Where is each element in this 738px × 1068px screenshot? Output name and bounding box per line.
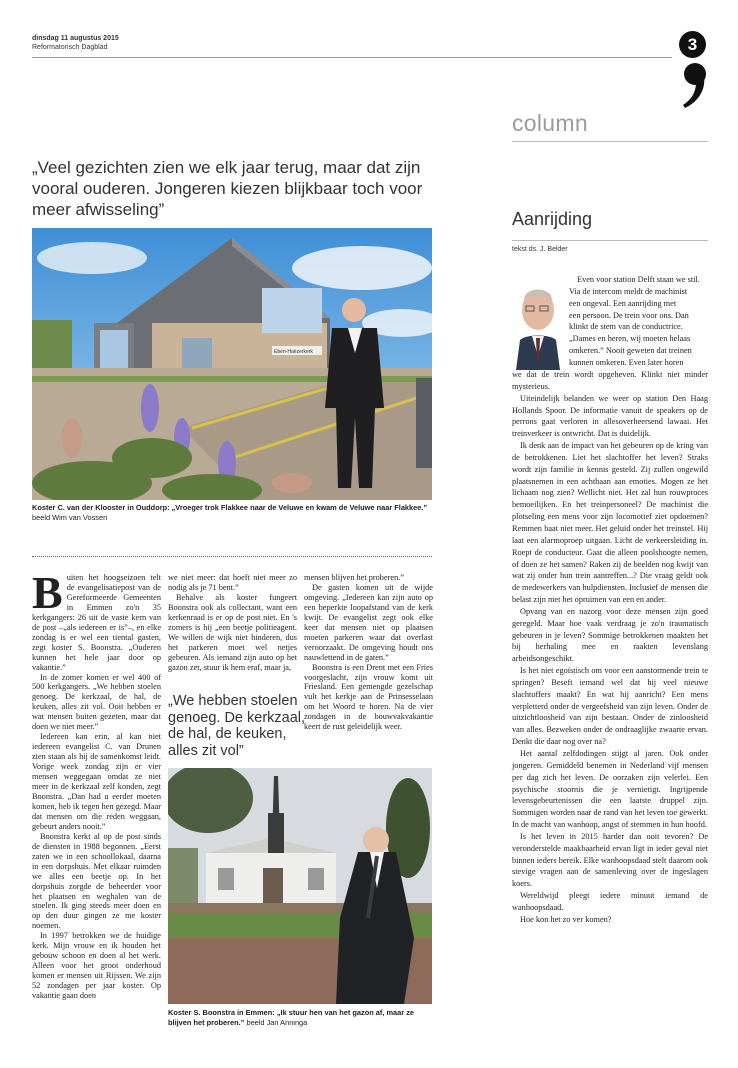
comma-icon (680, 62, 710, 110)
photo1-caption (32, 503, 432, 522)
column-paragraph: Ik denk aan de impact van het gebeuren op de kring van de betrokkenen. Liet het slachtoffer het leven? Straks wordt zijn familie in kennis gesteld. Zij zullen ongewild plaatsnemen in een achtbaan aan emoties. Mogen ze het lichaam nog zien? Wellicht niet. Het zal hun rouwproces bemoeilijken. En het treinpersoneel? De machinist die plotseling een mens voor zijn locomotief ziet opdoemen? Remmen baat niet meer. Het geluid onder het treinstel. Hij laat een alarmoproep uitgaan. Licht de verkeersleiding in. Roept de conducteur. Gaat die alleen poolshoogte nemen, of doen ze het samen? Raken zij de beelden nog kwijt van wat zij onder hun trein aantreffen...? Die vraag geldt ook de medewerkers van hulpdiensten. Inclusief de mensen die belast zijn met het opruimen van een en ander. (512, 441, 708, 605)
column-intro-line: klinkt de stem van de conductrice. (569, 322, 683, 332)
pull-quote-mid: „We hebben stoelen genoeg. De kerkzaal, de hal, de keuken, alles zit vol” (168, 693, 306, 759)
column-intro-line: „Dames en heren, wij moeten helaas (569, 334, 691, 344)
photo-church-ouddorp (32, 228, 432, 500)
photo2-caption-text: Koster S. Boonstra in Emmen: „Ik stuur hen van het gazon af, maar ze blijven het proberen.” (168, 1008, 414, 1027)
publication-name: Reformatorisch Dagblad (32, 44, 108, 51)
column-intro (569, 274, 709, 369)
article-paragraph: De gasten komen uit de wijde omgeving. „Iedereen kan zijn auto op een beperkte loopafstand van de kerk kwijt. De evangelist zegt ook elke keer dat mensen niet op plaatsen moeten parkeren waar dat overlast veroorzaakt. De omgeving houdt ons nauwlettend in de gaten.” (304, 582, 433, 662)
column-paragraph: Opvang van en nazorg voor deze mensen zijn goed geregeld. Maar hoe vaak verdraag je zo'n traumatisch gebeuren in je leven? Sommige betrokkenen maakten het bij herhaling mee en raakten levenslang arbeidsongeschikt. (512, 606, 708, 664)
photo2-caption (168, 1008, 432, 1027)
article-paragraph: uiten het hoogseizoen telt de evangelisatiepost van de Gereformeerde Gemeenten in Emmen zo'n 35 kerkgangers: 26 uit de vaste kern van de post –„als iedereen er is”–, en elke zondag is er wel een tiental gasten, zegt koster S. Boonstra. „Ouderen kunnen het hele jaar door op vakantie.” (32, 573, 161, 672)
article-paragraph: we niet meer: dat hoeft niet meer zo nodig als je 71 bent.” (168, 573, 297, 592)
column-body (512, 369, 708, 926)
column-paragraph: we dat de trein wordt opgeheven. Klinkt niet minder mysterieus. (512, 370, 708, 391)
pull-quote-top: „Veel gezichten zien we elk jaar terug, maar dat zijn vooral ouderen. Jongeren kiezen blijkbaar toch voor meer afwisseling” (32, 158, 423, 219)
photo-church-emmen-illustration (168, 768, 432, 1004)
photo-church-ouddorp-illustration (32, 228, 432, 500)
column-paragraph: Hoe kon het zo ver komen? (520, 914, 612, 924)
page-header (32, 34, 119, 52)
column-title: Aanrijding (512, 209, 593, 229)
column-label: column (512, 110, 588, 136)
article-paragraph: Boonstra is een Drent met een Fries voorgeslacht, zijn vrouw komt uit Friesland. Een gemengde gezelschap vult het kerkje aan de Prinsesselaan om het Woord te horen. Na de vier zondagen in de bouwvakvakantie keert de rust geleidelijk weer. (304, 662, 433, 732)
author-portrait-illustration (512, 276, 562, 370)
column-label-rule (512, 141, 708, 142)
column-title-rule (512, 240, 708, 241)
article-paragraph: Iedereen kan erin, al kan niet iedereen evangelist C. van Drunen zien staan als hij de samenkomst leidt. Vorige week zondag zijn er vier mensen weggegaan omdat ze niet meer in de kerkzaal zelf konden, zegt Boonstra. „Dan had u eerder moeten komen, heb ik tegen hen gezegd. Maar dat mensen om die reden weggaan, gebeurt anders nooit.” (32, 732, 161, 831)
article-col-1 (32, 567, 161, 1001)
column-byline: tekst ds. J. Belder (512, 246, 568, 253)
header-rule (32, 57, 672, 58)
column-intro-line: een ongeval. Een aanrijding met (569, 298, 677, 308)
article-paragraph: mensen blijven het proberen.” (304, 573, 404, 582)
church-sign: Eben-Haëzerkerk (274, 349, 313, 355)
column-paragraph: Uiteindelijk belanden we weer op station Den Haag Hollands Spoor. De informatie vanuit de speakers op de perrons gaat verloren in allesoverheersend lawaai. Het treinverkeer is ontwricht. Dat is duidelijk. (512, 393, 708, 439)
article-paragraph: In de zomer komen er wel 400 of 500 kerkgangers. „We hebben stoelen genoeg. De kerkzaal, de hal, de keuken, alles zit vol. Ooit hebben er wat mensen buiten gezeten, maar dat doen we niet meer.” (32, 672, 161, 732)
photo1-caption-text: Koster C. van der Klooster in Ouddorp: „Vroeger trok Flakkee naar de Veluwe en kwam de Veluwe naar Flakkee.” (32, 503, 428, 512)
column-paragraph: Is het niet egoïstisch om voor een aanstormende trein te springen? Beseft iemand wel dat hij veel nieuwe slachtoffers maakt? En wat hij aanricht? Een mens verpletterd onder de vergeefsheid van zijn leven. Onder de uitzichtloosheid van zijn bestaan. Onder de zinloosheid van alles. Bezweken onder de ondraaglijke zwaarte ervan. Denkt die daar nog over na? (512, 666, 708, 747)
dotted-divider (32, 556, 432, 557)
photo2-credit: beeld Jan Anninga (246, 1017, 308, 1027)
photo-church-emmen (168, 768, 432, 1004)
column-intro-line: kunnen omkeren. Even later horen (569, 357, 684, 367)
author-portrait (512, 276, 562, 370)
column-intro-line: Via de intercom meldt de machinist (569, 286, 688, 296)
article-col-3 (304, 573, 433, 732)
column-intro-line: een persoon. De trein voor ons. Dan (569, 310, 689, 320)
column-intro-line: omkeren.” Nooit geweten dat treinen (569, 346, 692, 356)
article-col-2 (168, 573, 297, 673)
article-paragraph: Boonstra kerkt al op de post sinds de diensten in 1988 begonnen. „Eerst zaten we in een schoollokaal, daarna in een dorpshuis. Met elkaar ruimden we alles een beetje op. In het dorpshuis zorgde de beheerder voor het plaatsen en weghalen van de stoelen. Ik ging steeds meer doen en op den duur gingen ze me koster noemen. (32, 831, 161, 931)
column-intro-line: Even voor station Delft staan we stil. (577, 275, 700, 284)
issue-date: dinsdag 11 augustus 2015 (32, 35, 119, 42)
article-paragraph: In 1997 betrokken we de huidige kerk. Mijn vrouw en ik houden het gebouw schoon en doen al het werk. Alleen voor het groot onderhoud komen er mensen uit Rijssen. We zijn 52 zondagen per jaar koster. Op vakantie gaan doen (32, 931, 161, 1001)
article-paragraph: Behalve als koster fungeert Boonstra ook als collectant, want een kerkenraad is er op de post niet. En 's zomers is hij „een beetje politieagent. We willen de wijk niet hinderen, dus het parkeren moet wel netjes gebeuren. Als iemand zijn auto op het gazon zet, stuur ik hem eraf, maar ja, (168, 592, 297, 672)
photo1-credit: beeld Wim van Vossen (32, 512, 108, 522)
page-number-badge: 3 (679, 31, 706, 58)
column-paragraph: Wereldwijd pleegt iedere minuut iemand de wanhoopsdaad. (512, 891, 708, 912)
column-paragraph: Is het leven in 2015 harder dan ooit tevoren? De veronderstelde maakbaarheid ervan ligt in ieder geval niet binnen ieders bereik. Elke wanhoopsdaad stelt daarom ook stevige vragen aan de samenleving over de ingeslagen koers. (512, 831, 708, 889)
dropcap: B (32, 567, 63, 618)
column-paragraph: Het aantal zelfdodingen stijgt al jaren. Ook onder jongeren. Gemiddeld benemen in Nederland vijf mensen per dag zich het leven. De oorzaken zijn velerlei. Een psychische stoornis die je vernietigt. Ingrijpende levensgebeurtenissen die een laatste druppel zijn. Sommigen worden naar de rand van het leven toe gewerkt. In de macht van wanhoop, angst of stemmen in hun hoofd. (512, 749, 708, 830)
